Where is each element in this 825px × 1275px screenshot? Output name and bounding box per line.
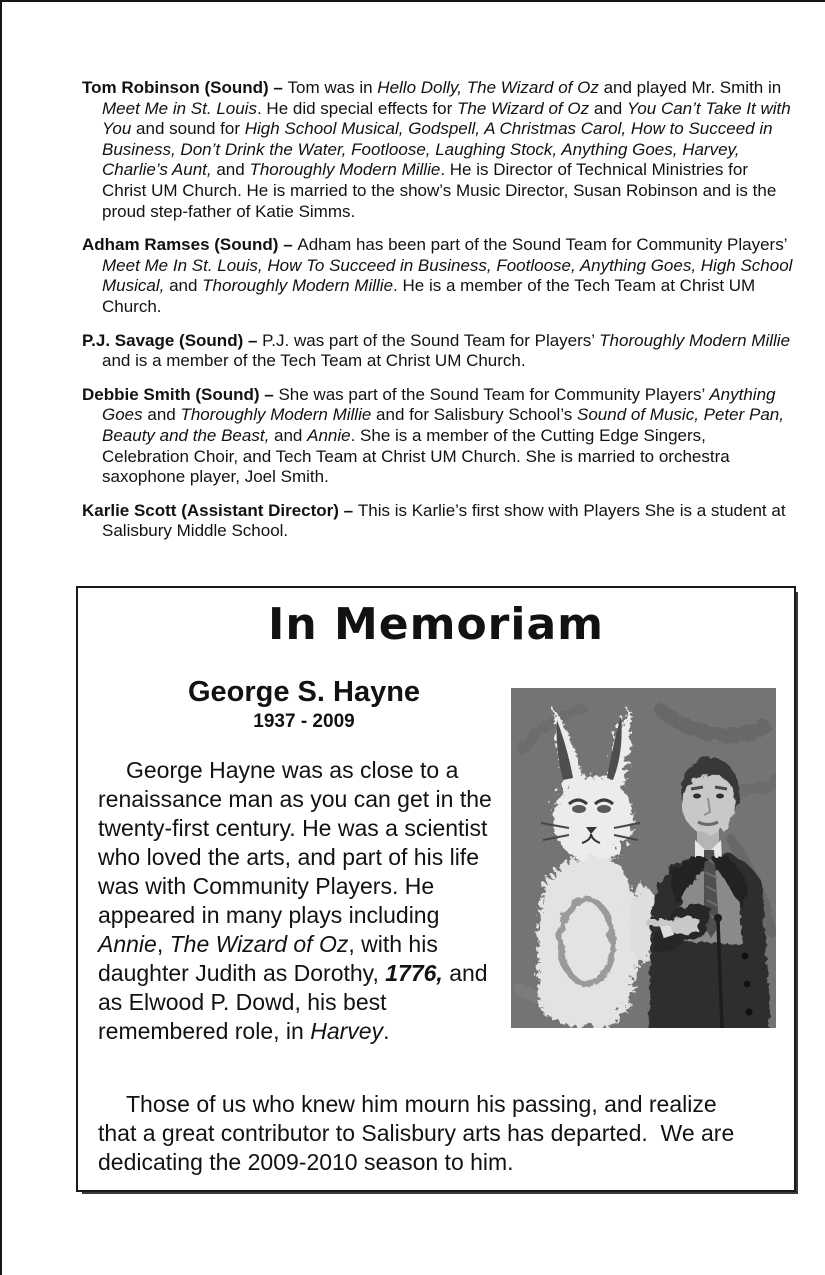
- memoriam-years: 1937 - 2009: [253, 710, 355, 732]
- bio-text: This is Karlie’s first show with Players She is a student at Salisbury Middle School.: [102, 500, 786, 541]
- painting-image: [511, 688, 776, 1028]
- bio-pj-savage: [82, 331, 796, 372]
- bio-debbie-smith: [82, 385, 796, 488]
- bio-text: Tom was in Hello Dolly, The Wizard of Oz and played Mr. Smith in Meet Me in St. Louis. He did special effects for The Wizard of Oz and You Can’t Take It with You and sound for High School Musical, Godspell, A Christmas Carol, How to Succeed in Business, Don’t Drink the Water, Footloose, Laughing Stock, Anything Goes, Harvey, Charlie’s Aunt, and Thoroughly Modern Millie. He is Director of Technical Ministries for Christ UM Church. He is married to the show’s Music Director, Susan Robinson and is the proud step-father of Katie Simms.: [102, 78, 791, 221]
- memoriam-name: George S. Hayne: [187, 675, 421, 708]
- harvey-rabbit-painting: [511, 688, 776, 1028]
- bio-text: P.J. was part of the Sound Team for Players’ Thoroughly Modern Millie and is a member of the Tech Team at Christ UM Church.: [102, 330, 791, 371]
- bio-text: She was part of the Sound Team for Community Players’ Anything Goes and Thoroughly Modern Millie and for Salisbury School’s Sound of Music, Peter Pan, Beauty and the Beast, and Annie. She is a member of the Cutting Edge Singers, Celebration Choir, and Tech Team at Christ UM Church. She is married to orchestra saxophone player, Joel Smith.: [102, 384, 784, 487]
- in-memoriam-title: In Memoriam: [267, 598, 605, 650]
- bio-tom-robinson: [82, 78, 796, 222]
- memoriam-bio-paragraph: George Hayne was as close to a renaissance man as you can get in the twenty-first century. He was a scientist who loved the arts, and part of his life was with Community Players. He appeared in many plays including Annie, The Wizard of Oz, with his daughter Judith as Dorothy, 1776, and as Elwood P. Dowd, his best remembered role, in Harvey.: [98, 756, 492, 1044]
- memoriam-closing-paragraph: Those of us who knew him mourn his passing, and realize that a great contributor to Salisbury arts has departed. We are dedicating the 2009-2010 season to him.: [98, 1090, 741, 1175]
- memoriam-content-row: [98, 676, 776, 1046]
- in-memoriam-section: [76, 586, 796, 1192]
- bio-heading: Karlie Scott (Assistant Director) –: [82, 500, 358, 520]
- bio-heading: Adham Ramses (Sound) –: [82, 235, 298, 255]
- bio-heading: Debbie Smith (Sound) –: [82, 384, 279, 404]
- crew-bios-section: [82, 78, 796, 542]
- memoriam-text-column: [98, 676, 510, 1046]
- bio-heading: P.J. Savage (Sound) –: [82, 330, 263, 350]
- bio-heading: Tom Robinson (Sound) –: [82, 78, 288, 97]
- bio-adham-ramses: [82, 235, 796, 317]
- bio-karlie-scott: [82, 501, 796, 542]
- bio-text: Adham has been part of the Sound Team for Community Players’ Meet Me In St. Louis, How To Succeed in Business, Footloose, Anything Goes, High School Musical, and Thoroughly Modern Millie. He is a member of the Tech Team at Christ UM Church.: [102, 235, 793, 316]
